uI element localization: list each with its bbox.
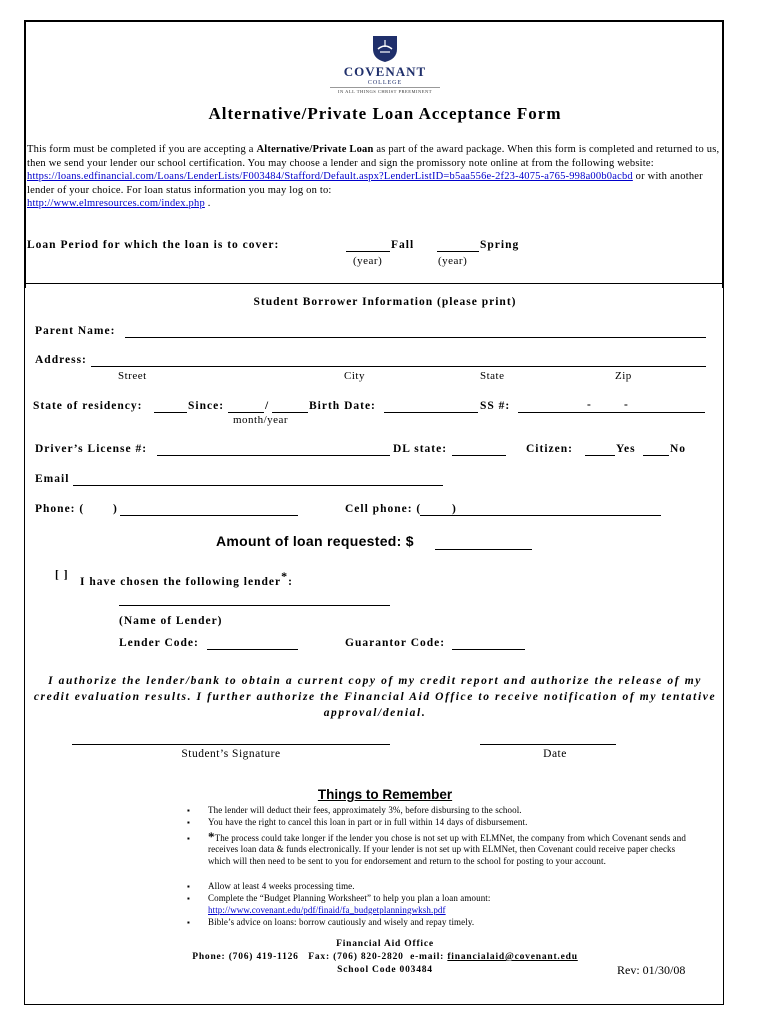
city-hint: City: [344, 370, 365, 382]
birth-date-field[interactable]: [384, 412, 478, 413]
intro-text-1: This form must be completed if you are accepting a: [27, 144, 257, 155]
spring-label: Spring: [480, 239, 520, 251]
fall-label: Fall: [391, 239, 415, 251]
since-slash: /: [265, 400, 270, 412]
lender-chosen-label: I have chosen the following lender: [80, 575, 282, 588]
remember-item-elmnet: [208, 831, 698, 867]
dl-state-field[interactable]: [452, 455, 506, 456]
phone-close-paren: ): [113, 503, 118, 515]
student-signature-field[interactable]: [72, 744, 390, 745]
footer-office: Financial Aid Office: [336, 939, 434, 949]
citizen-no-field[interactable]: [643, 455, 669, 456]
form-title: Alternative/Private Loan Acceptance Form: [208, 104, 562, 123]
spring-year-hint: (year): [438, 255, 468, 267]
remember-item-fees: The lender will deduct their fees, approximately 3%, before disbursing to the school.: [208, 805, 522, 815]
state-hint: State: [480, 370, 505, 382]
intro-bold: Alternative/Private Loan: [256, 144, 374, 155]
cell-phone-field[interactable]: [420, 515, 661, 516]
citizen-label: Citizen:: [526, 443, 573, 455]
email-field[interactable]: [73, 485, 443, 486]
footer-school-code: School Code 003484: [337, 965, 433, 975]
ssn-dash-2: -: [624, 399, 629, 411]
remember-elmnet-text: The process could take longer if the lender you chose is not set up with ELMNet, the company from which Covenant sends and receives loan data & funds electronically. If your lender is not set up with ELMNet, then Covenant could receive paper checks which will then need to be sent to you for endorsement and return to the school for posting to your account.: [208, 833, 686, 866]
citizen-yes-field[interactable]: [585, 455, 615, 456]
ssn-label: SS #:: [480, 400, 511, 412]
citizen-yes-label: Yes: [616, 443, 636, 455]
bullet-icon: ▪: [187, 818, 190, 827]
revision-date: Rev: 01/30/08: [617, 963, 686, 977]
logo-name: COVENANT: [343, 64, 427, 79]
remember-item-worksheet: Complete the “Budget Planning Worksheet” to help you plan a loan amount:: [208, 893, 491, 903]
residency-label: State of residency:: [33, 400, 143, 412]
student-signature-label: Student’s Signature: [181, 748, 281, 760]
lender-name-field[interactable]: [119, 605, 390, 606]
date-field[interactable]: [480, 744, 616, 745]
shield-icon: [370, 33, 400, 63]
amount-field[interactable]: [435, 549, 532, 550]
phone-field[interactable]: [120, 515, 298, 516]
intro-text-3: or with another lender of your choice. For loan status information you may log on to:: [27, 171, 703, 196]
bullet-icon: ▪: [187, 894, 190, 903]
since-month-field[interactable]: [228, 412, 264, 413]
residency-field[interactable]: [154, 412, 187, 413]
since-label: Since:: [188, 400, 225, 412]
street-hint: Street: [118, 370, 147, 382]
bullet-icon: ▪: [187, 882, 190, 891]
intro-text-4: .: [204, 198, 211, 209]
bullet-icon: ▪: [187, 918, 190, 927]
amount-label: Amount of loan requested: $: [216, 533, 414, 549]
address-label: Address:: [35, 354, 87, 366]
remember-item-processing: Allow at least 4 weeks processing time.: [208, 881, 355, 891]
authorization-statement: I authorize the lender/bank to obtain a current copy of my credit report and authorize the release of my credit evaluation results. I further authorize the Financial Aid Office to receive notification of my tentative approval/denial.: [33, 675, 717, 719]
lender-colon: :: [288, 575, 293, 588]
lender-chosen-row: [80, 569, 293, 588]
parent-name-field[interactable]: [125, 337, 706, 338]
footer-email-link[interactable]: financialaid@covenant.edu: [447, 952, 578, 962]
citizen-no-label: No: [670, 443, 687, 455]
footer-fax: Fax: (706) 820-2820: [308, 952, 404, 962]
dl-state-label: DL state:: [393, 443, 448, 455]
budget-worksheet-link[interactable]: http://www.covenant.edu/pdf/finaid/fa_budgetplanningwksh.pdf: [208, 905, 446, 915]
cell-close-paren: ): [452, 503, 457, 515]
lender-list-link[interactable]: https://loans.edfinancial.com/Loans/LenderLists/F003484/Stafford/Default.aspx?LenderListID=b5aa556e-2f23-4075-a765-998a00b0acbd: [27, 171, 633, 182]
birth-date-label: Birth Date:: [309, 400, 376, 412]
logo-tagline: IN ALL THINGS CHRIST PREEMINENT: [330, 87, 440, 94]
remember-star: *: [208, 829, 215, 844]
remember-item-bible: Bible’s advice on loans: borrow cautiously and wisely and repay timely.: [208, 917, 475, 927]
borrower-heading: Student Borrower Information (please print): [253, 296, 517, 308]
intro-paragraph: [27, 143, 727, 211]
parent-name-label: Parent Name:: [35, 325, 116, 337]
loan-period-label: Loan Period for which the loan is to cover:: [27, 239, 280, 251]
lender-checkbox[interactable]: [ ]: [55, 569, 69, 581]
guarantor-code-field[interactable]: [452, 649, 525, 650]
since-year-field[interactable]: [272, 412, 308, 413]
fall-year-hint: (year): [353, 255, 383, 267]
footer-email-label: e-mail:: [410, 952, 448, 962]
cell-phone-label: Cell phone: (: [345, 503, 422, 515]
phone-label: Phone: (: [35, 503, 85, 515]
lender-code-label: Lender Code:: [119, 637, 199, 649]
logo-sub: COLLEGE: [367, 80, 403, 86]
ssn-dash-1: -: [587, 399, 592, 411]
remember-heading: Things to Remember: [317, 787, 453, 802]
college-logo: [330, 33, 440, 94]
email-label: Email: [35, 473, 70, 485]
fall-year-field[interactable]: [346, 251, 390, 252]
footer-phone: Phone: (706) 419-1126: [192, 952, 299, 962]
zip-hint: Zip: [615, 370, 632, 382]
lender-asterisk: *: [281, 569, 289, 583]
drivers-license-field[interactable]: [157, 455, 390, 456]
name-of-lender-hint: (Name of Lender): [119, 615, 223, 627]
footer-contact: [0, 952, 770, 962]
ssn-field[interactable]: [518, 412, 705, 413]
guarantor-code-label: Guarantor Code:: [345, 637, 446, 649]
lender-code-field[interactable]: [207, 649, 298, 650]
remember-item-cancel: You have the right to cancel this loan in part or in full within 14 days of disbursement.: [208, 817, 528, 827]
month-year-hint: month/year: [233, 414, 289, 426]
spring-year-field[interactable]: [437, 251, 479, 252]
intro-text-2: as part of the award package. When this form is completed and returned to us, then we send your lender our school certification. You may choose a lender and sign the promissory note online at from the following website:: [27, 144, 720, 169]
drivers-license-label: Driver’s License #:: [35, 443, 148, 455]
elm-resources-link[interactable]: http://www.elmresources.com/index.php: [27, 198, 205, 209]
address-field[interactable]: [91, 366, 706, 367]
date-label: Date: [543, 748, 567, 760]
bullet-icon: ▪: [187, 806, 190, 815]
bullet-icon: ▪: [187, 834, 190, 843]
